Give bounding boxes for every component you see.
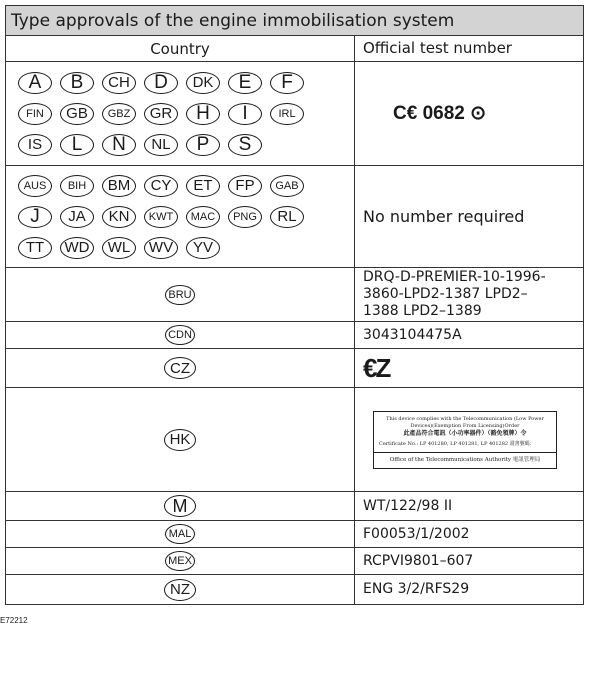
ce-mark: C€ 0682 ⊙ (393, 103, 487, 124)
badge-line (14, 237, 354, 259)
country-badge: F (270, 72, 304, 94)
country-badge: NL (144, 134, 178, 156)
table-row (6, 548, 583, 575)
country-header: Country (6, 36, 355, 61)
hk-approval-label: This device complies with the Telecommunication (Low Power Devices)(Exemption From Licensing)Order 此產品符合電訊（小功率器件）（豁免領牌）令 Certificate No.: LP 401280, LP 401281, LP 401282 證書號碼： Office of the Telecommunications Authority 電訊管理局 (373, 411, 557, 469)
country-badge: DK (186, 72, 220, 94)
country-badge: GR (144, 103, 178, 125)
country-badge: MEX (165, 551, 195, 571)
country-badge: BM (102, 175, 136, 197)
badge-line (14, 175, 354, 197)
country-badge: GB (60, 103, 94, 125)
country-badge-grid (6, 72, 354, 156)
country-badge: IRL (270, 103, 304, 125)
country-badge: J (18, 206, 52, 228)
table-row (6, 268, 583, 322)
country-badge-grid (6, 175, 354, 259)
country-cell (6, 322, 355, 348)
country-cell (6, 575, 355, 604)
alert-symbol-icon: ⊙ (470, 103, 487, 124)
country-badge: L (60, 134, 94, 156)
number-cell: F00053/1/2002 (363, 525, 470, 542)
header-row (6, 36, 583, 62)
country-badge: AUS (18, 175, 52, 197)
table-row (6, 388, 583, 492)
badge-line (14, 72, 354, 94)
type-approval-table (5, 5, 584, 605)
table-row (6, 575, 583, 604)
country-badge: YV (186, 237, 220, 259)
country-badge: A (18, 72, 52, 94)
number-cell: DRQ-D-PREMIER-10-1996-3860-LPD2-1387 LPD2–1388 LPD2–1389 (363, 269, 546, 319)
country-badge: BIH (60, 175, 94, 197)
country-badge: E (228, 72, 262, 94)
badge-line (14, 103, 354, 125)
country-badge: CY (144, 175, 178, 197)
number-cell: No number required (363, 207, 525, 226)
number-cell: RCPVI9801–607 (363, 552, 474, 569)
country-badge: KWT (144, 206, 178, 228)
number-cell: WT/122/98 II (363, 497, 453, 514)
country-badge: KN (102, 206, 136, 228)
country-badge: D (144, 72, 178, 94)
country-badge: FP (228, 175, 262, 197)
country-badge: CH (102, 72, 136, 94)
figure-code: E72212 (0, 616, 28, 625)
country-badge: B (60, 72, 94, 94)
country-badge: WL (102, 237, 136, 259)
country-cell (6, 349, 355, 387)
table-row (6, 322, 583, 349)
country-badge: ET (186, 175, 220, 197)
number-cell (355, 62, 583, 165)
no-number-group-row (6, 166, 583, 268)
country-cell (6, 492, 355, 520)
country-badge: H (186, 103, 220, 125)
country-badge: BRU (165, 285, 195, 305)
country-badge: GAB (270, 175, 304, 197)
cz-approval-mark: €Z (363, 352, 390, 383)
table-row (6, 492, 583, 521)
country-badge: FIN (18, 103, 52, 125)
eu-group-row (6, 62, 583, 166)
country-badge: NZ (164, 579, 196, 601)
country-badge: CDN (165, 325, 195, 345)
table-title: Type approvals of the engine immobilisation system (6, 6, 583, 36)
country-cell (6, 268, 355, 321)
table-row (6, 521, 583, 548)
country-cell (6, 388, 355, 491)
number-cell: ENG 3/2/RFS29 (363, 581, 470, 597)
country-badge: WD (60, 237, 94, 259)
badge-line (14, 134, 354, 156)
country-badge: P (186, 134, 220, 156)
number-header: Official test number (363, 39, 512, 57)
country-badge: GBZ (102, 103, 136, 125)
country-badge: PNG (228, 206, 262, 228)
country-cell (6, 548, 355, 574)
country-cell (6, 62, 355, 165)
country-badge: M (164, 495, 196, 517)
country-badge: HK (164, 429, 196, 451)
country-badge: S (228, 134, 262, 156)
number-cell (355, 349, 583, 387)
country-badge: TT (18, 237, 52, 259)
number-cell (355, 388, 583, 491)
country-badge: IS (18, 134, 52, 156)
country-badge: I (228, 103, 262, 125)
number-cell: 3043104475A (363, 326, 462, 343)
country-badge: CZ (164, 357, 196, 379)
country-badge: MAC (186, 206, 220, 228)
table-row (6, 349, 583, 388)
country-cell (6, 166, 355, 267)
country-badge: N (102, 134, 136, 156)
badge-line (14, 206, 354, 228)
country-badge: JA (60, 206, 94, 228)
country-badge: RL (270, 206, 304, 228)
country-cell (6, 521, 355, 547)
country-badge: MAL (165, 524, 195, 544)
country-badge: WV (144, 237, 178, 259)
